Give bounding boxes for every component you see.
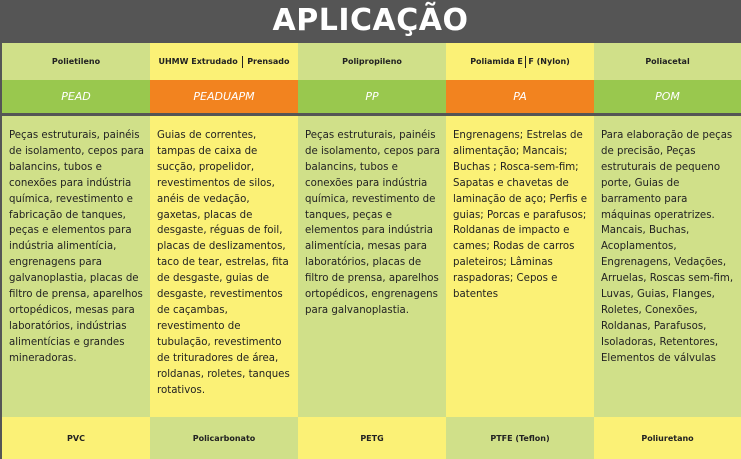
column-header [446,43,594,80]
column-footer: Poliuretano [594,417,741,459]
column-applications-text: Para elaboração de peças de precisão, Peças estruturais de pequeno porte, Guias de barramento para máquinas operatrizes. Mancais, Buchas, Acoplamentos, Engrenagens, Vedações, Arruelas, Roscas sem-fim, Luvas, Guias, Flanges, Roletes, Conexões, Roldanas, Parafusos, Isoladoras, Retentores, Elementos de válvulas [594,116,741,454]
column-header: Poliacetal [594,43,741,80]
header-left-label: Poliamida E [470,57,523,66]
column-applications-text: Guias de correntes, tampas de caixa de sucção, propelidor, revestimentos de silos, anéis de vedação, gaxetas, placas de desgaste, réguas de foil, placas de deslizamentos, taco de tear, estrelas, fita de desgaste, guias de desgaste, revestimentos de caçambas, revestimento de tubulação, revestimento de trituradores de área, roldanas, roletes, tanques rotativos. [150,116,298,454]
column-footer: Policarbonato [150,417,298,459]
column-footer: PVC [2,417,150,459]
column-abbreviation: POM [594,80,741,113]
column-footer: PETG [298,417,446,459]
column-abbreviation: PEADUAPM [150,80,298,113]
header-right-label: F (Nylon) [528,57,570,66]
header-divider [242,56,244,68]
column-header: Polietileno [2,43,150,80]
header-divider [525,56,527,68]
header-right-label: Prensado [247,57,290,66]
column-poliacetal [594,43,741,459]
header-left-label: UHMW Extrudado [158,57,238,66]
column-polietileno [2,43,150,459]
column-header [150,43,298,80]
column-applications-text: Peças estruturais, painéis de isolamento, cepos para balancins, tubos e conexões para indústria química, revestimento de tanques, peças e elementos para indústria alimentícia, mesas para laboratórios, placas de filtro de prensa, aparelhos ortopédicos, engrenagens para galvanoplastia. [298,116,446,454]
column-abbreviation: PEAD [2,80,150,113]
column-applications-text: Peças estruturais, painéis de isolamento, cepos para balancins, tubos e conexões para indústria química, revestimento e fabricação de tanques, peças e elementos para indústria alimentícia, engrenagens para galvanoplastia, placas de filtro de prensa, aparelhos ortopédicos, mesas para laboratórios, indústrias alimentícias e grandes mineradoras. [2,116,150,454]
column-abbreviation: PP [298,80,446,113]
column-polipropileno [298,43,446,459]
column-footer: PTFE (Teflon) [446,417,594,459]
column-header: Polipropileno [298,43,446,80]
page-title: APLICAÇÃO [272,2,469,38]
column-applications-text: Engrenagens; Estrelas de alimentação; Mancais; Buchas ; Rosca-sem-fim; Sapatas e chavetas de laminação de aço; Perfis e guias; Porcas e parafusos; Roldanas de impacto e cames; Rodas de carros paleteiros; Lâminas raspadoras; Cepos e batentes [446,116,594,454]
column-poliamida [446,43,594,459]
applications-table [2,43,741,459]
column-uhmw [150,43,298,459]
column-abbreviation: PA [446,80,594,113]
